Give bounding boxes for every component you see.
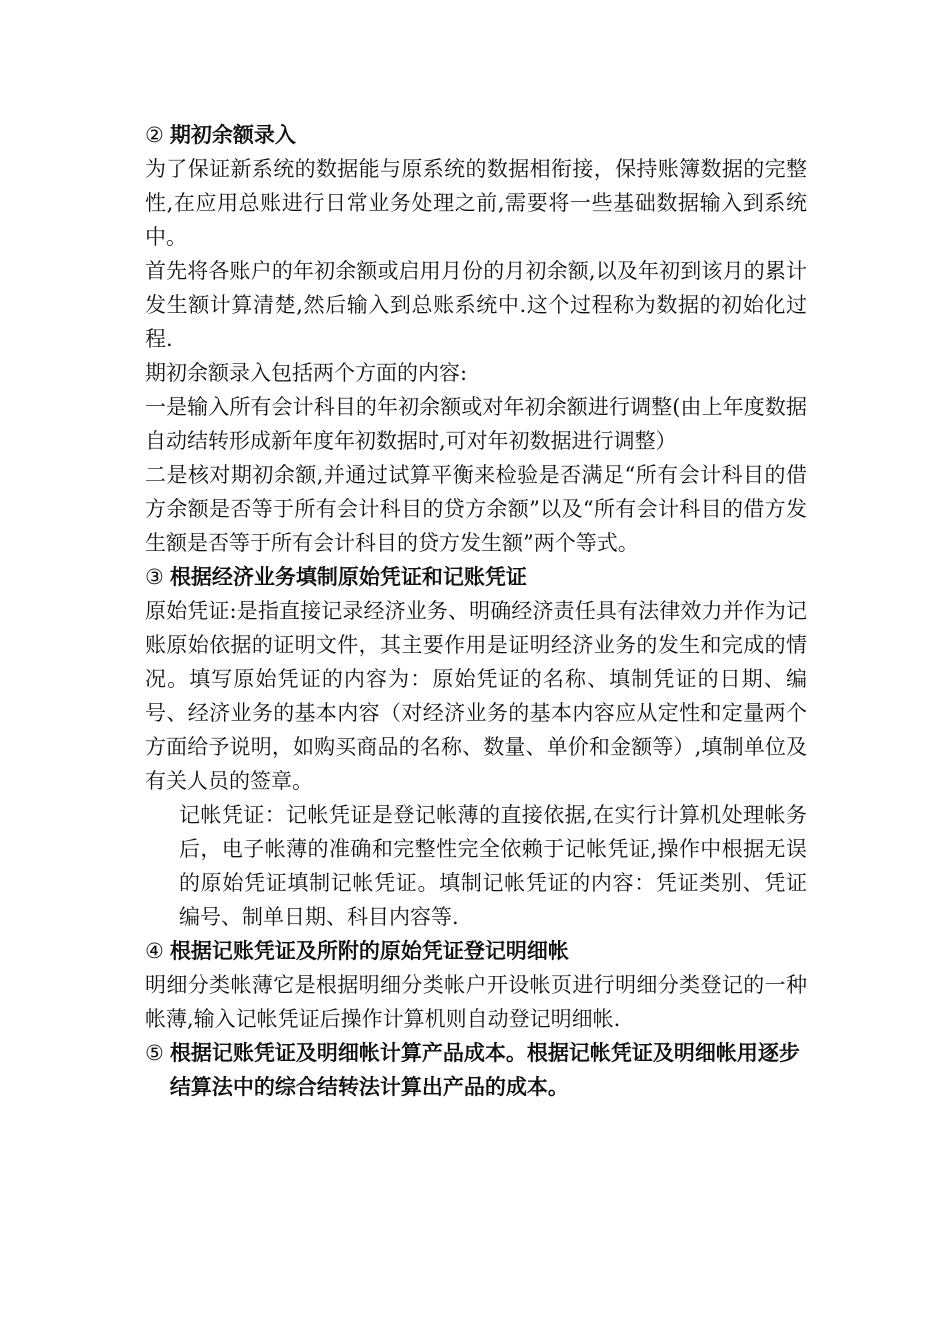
- section-5-title: 根据记账凭证及明细帐计算产品成本。根据记帐凭证及明细帐用逐步结算法中的综合结转法计算出产品的成本。: [169, 1041, 800, 1099]
- section-4-paragraph: 明细分类帐薄它是根据明细分类帐户开设帐页进行明细分类登记的一种帐薄,输入记帐凭证后操作计算机则自动登记明细帐.: [145, 973, 807, 1031]
- section-4-title: 根据记账凭证及所附的原始凭证登记明细帐: [169, 939, 569, 963]
- section-3-title: 根据经济业务填制原始凭证和记账凭证: [169, 565, 527, 589]
- section-2-paragraph-2: 首先将各账户的年初余额或启用月份的月初余额,以及年初到该月的累计发生额计算清楚,然后输入到总账系统中.这个过程称为数据的初始化过程.: [145, 259, 807, 351]
- section-2-heading: [145, 118, 807, 152]
- section-5-heading: [145, 1036, 807, 1104]
- section-5-number: ⑤: [145, 1041, 164, 1065]
- section-2-number: ②: [145, 123, 164, 147]
- section-3-heading: [145, 560, 807, 594]
- section-2-paragraph-5: 二是核对期初余额,并通过试算平衡来检验是否满足“所有会计科目的借方余额是否等于所有会计科目的贷方余额”以及“所有会计科目的借方发生额是否等于所有会计科目的贷方发生额”两个等式。: [145, 463, 807, 555]
- section-2-paragraph-3: 期初余额录入包括两个方面的内容:: [145, 361, 468, 385]
- section-2-paragraph-1: 为了保证新系统的数据能与原系统的数据相衔接，保持账簿数据的完整性,在应用总账进行日常业务处理之前,需要将一些基础数据输入到系统中。: [145, 157, 807, 249]
- section-4-heading: [145, 934, 807, 968]
- section-3-accounting-voucher: 记帐凭证：记帐凭证是登记帐薄的直接依据,在实行计算机处理帐务后，电子帐薄的准确和完整性完全依赖于记帐凭证,操作中根据无误的原始凭证填制记帐凭证。填制记帐凭证的内容：凭证类别、凭证编号、制单日期、科目内容等.: [179, 803, 807, 929]
- section-2-title: 期初余额录入: [169, 123, 296, 147]
- section-3-number: ③: [145, 565, 164, 589]
- section-2-paragraph-4: 一是输入所有会计科目的年初余额或对年初余额进行调整(由上年度数据自动结转形成新年度年初数据时,可对年初数据进行调整）: [145, 395, 807, 453]
- section-3-original-voucher: 原始凭证:是指直接记录经济业务、明确经济责任具有法律效力并作为记账原始依据的证明文件，其主要作用是证明经济业务的发生和完成的情况。填写原始凭证的内容为：原始凭证的名称、填制凭证的日期、编号、经济业务的基本内容（对经济业务的基本内容应从定性和定量两个方面给予说明，如购买商品的名称、数量、单价和金额等）,填制单位及有关人员的签章。: [145, 599, 807, 793]
- section-4-number: ④: [145, 939, 164, 963]
- document-page: [145, 118, 807, 1104]
